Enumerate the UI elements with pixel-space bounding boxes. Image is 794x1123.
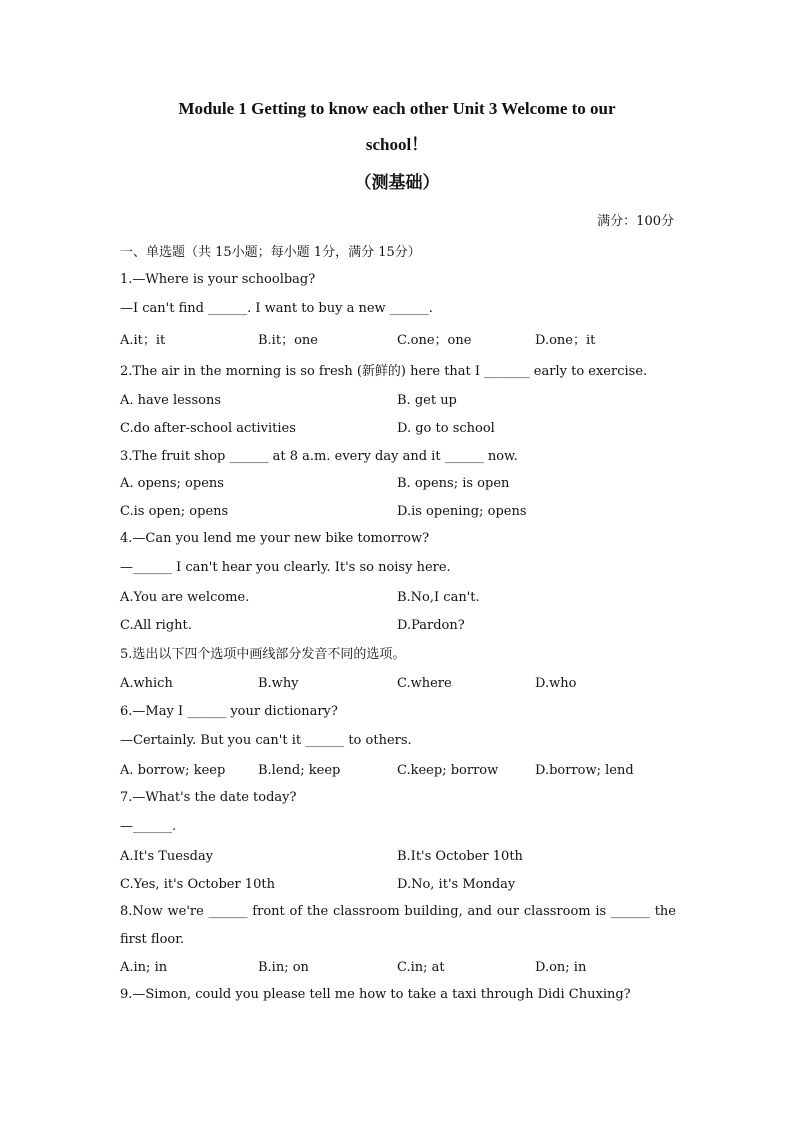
question-7-option-b: B.It's October 10th [397, 849, 523, 864]
question-2-option-a: A. have lessons [120, 393, 222, 408]
question-1-stem-2: —I can't find ______. I want to buy a new ______. [120, 301, 433, 316]
question-1-option-b: B.it；one [258, 333, 318, 348]
question-9-stem: 9.—Simon, could you please tell me how to take a taxi through Didi Chuxing? [120, 987, 631, 1002]
section-heading: 一、单选题（共 15小题；每小题 1分，满分 15分） [120, 245, 421, 260]
question-4-option-d: D.Pardon? [397, 618, 465, 633]
question-3-option-a: A. opens; opens [120, 476, 224, 491]
question-1-option-a: A.it；it [120, 333, 166, 348]
question-8-option-c: C.in; at [397, 960, 445, 975]
question-5-stem: 5.选出以下四个选项中画线部分发音不同的选项。 [120, 647, 406, 662]
question-3-option-b: B. opens; is open [397, 476, 510, 491]
document-title-line1: Module 1 Getting to know each other Unit 3 Welcome to our [178, 99, 616, 118]
score-label: 满分：100分 [597, 214, 674, 229]
question-3-option-c: C.is open; opens [120, 504, 229, 519]
question-8-option-a: A.in; in [120, 960, 168, 975]
document-title-line2: school！ [365, 135, 429, 154]
question-1-option-d: D.one；it [535, 333, 596, 348]
question-8-stem-2: first floor. [120, 932, 185, 947]
question-5-option-c: C.where [397, 676, 452, 691]
question-4-option-a: A.You are welcome. [120, 590, 250, 605]
question-4-option-c: C.All right. [120, 618, 192, 633]
document-subtitle: （测基础） [354, 173, 440, 192]
question-8-stem: 8.Now we're ______ front of the classroom building, and our classroom is ______ the [120, 904, 676, 919]
question-7-option-d: D.No, it's Monday [397, 877, 516, 892]
question-4-option-b: B.No,I can't. [397, 590, 480, 605]
question-8-option-d: D.on; in [535, 960, 587, 975]
question-7-stem: 7.—What's the date today? [120, 790, 297, 805]
question-6-option-a: A. borrow; keep [120, 763, 226, 778]
question-1-option-c: C.one；one [397, 333, 472, 348]
question-7-stem-2: —______. [120, 819, 177, 834]
question-8-option-b: B.in; on [258, 960, 309, 975]
question-7-option-c: C.Yes, it's October 10th [120, 877, 275, 892]
question-7-option-a: A.It's Tuesday [120, 849, 214, 864]
question-2-stem: 2.The air in the morning is so fresh (新鲜的) here that I _______ early to exercise. [120, 364, 648, 379]
question-4-stem: 4.—Can you lend me your new bike tomorrow? [120, 531, 430, 546]
question-5-option-b: B.why [258, 676, 299, 691]
question-5-option-a: A.which [120, 676, 173, 691]
question-6-option-c: C.keep; borrow [397, 763, 499, 778]
question-6-option-d: D.borrow; lend [535, 763, 634, 778]
question-4-stem-2: —______ I can't hear you clearly. It's so noisy here. [120, 560, 451, 575]
question-2-option-d: D. go to school [397, 421, 495, 436]
question-6-stem-2: —Certainly. But you can't it ______ to others. [120, 733, 412, 748]
question-3-option-d: D.is opening; opens [397, 504, 527, 519]
question-5-option-d: D.who [535, 676, 577, 691]
question-2-option-b: B. get up [397, 393, 457, 408]
question-1-stem: 1.—Where is your schoolbag? [120, 272, 316, 287]
question-2-option-c: C.do after-school activities [120, 421, 296, 436]
question-3-stem: 3.The fruit shop ______ at 8 a.m. every day and it ______ now. [120, 449, 518, 464]
question-6-stem: 6.—May I ______ your dictionary? [120, 704, 338, 719]
question-6-option-b: B.lend; keep [258, 763, 341, 778]
